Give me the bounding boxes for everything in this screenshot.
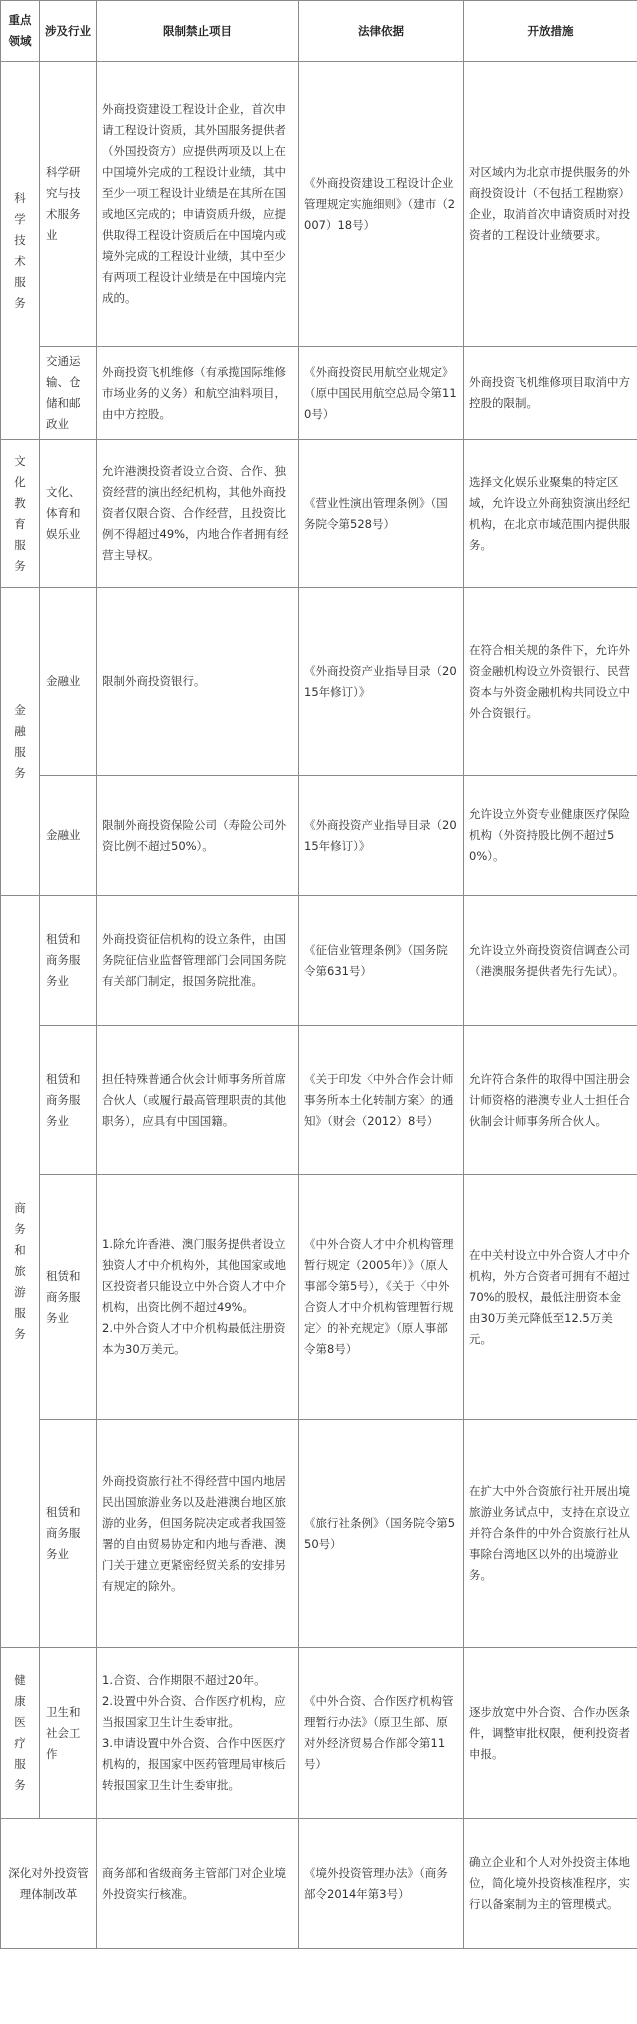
header-measure: 开放措施 [464, 1, 637, 62]
measure-cell: 允许设立外资专业健康医疗保险机构（外资持股比例不超过50%）。 [464, 776, 637, 896]
law-cell: 《营业性演出管理条例》（国务院令第528号） [299, 440, 464, 588]
table-row [1, 588, 637, 776]
items-cell: 1.除允许香港、澳门服务提供者设立独资人才中介机构外，其他国家或地区投资者只能设立中外合资人才中介机构，出资比例不超过49%。 2.中外合资人才中介机构最低注册资本为30万美元。 [97, 1175, 299, 1420]
header-law: 法律依据 [299, 1, 464, 62]
table-row [1, 1648, 637, 1819]
industry-cell: 租赁和商务服务业 [40, 1026, 97, 1175]
header-row [1, 1, 637, 62]
law-cell: 《外商投资建设工程设计企业管理规定实施细则》（建市（2007）18号） [299, 62, 464, 347]
law-cell: 《外商投资民用航空业规定》（原中国民用航空总局令第110号） [299, 347, 464, 440]
measure-cell: 在扩大中外合资旅行社开展出境旅游业务试点中，支持在京设立并符合条件的中外合资旅行社从事除台湾地区以外的出境游业务。 [464, 1420, 637, 1648]
industry-cell: 金融业 [40, 776, 97, 896]
table-row [1, 776, 637, 896]
law-cell: 《外商投资产业指导目录（2015年修订）》 [299, 588, 464, 776]
table-row [1, 62, 637, 347]
table-row [1, 440, 637, 588]
industry-cell: 交通运输、仓储和邮政业 [40, 347, 97, 440]
table-row [1, 1175, 637, 1420]
items-cell: 允许港澳投资者设立合资、合作、独资经营的演出经纪机构，其他外商投资者仅限合资、合作经营，且投资比例不得超过49%，内地合作者拥有经营主导权。 [97, 440, 299, 588]
merged-area-cell: 深化对外投资管理体制改革 [1, 1819, 97, 1949]
measure-cell: 确立企业和个人对外投资主体地位，简化境外投资核准程序，实行以备案制为主的管理模式。 [464, 1819, 637, 1949]
header-items: 限制禁止项目 [97, 1, 299, 62]
measure-cell: 对区域内为北京市提供服务的外商投资设计（不包括工程勘察）企业，取消首次申请资质时对投资者的工程设计业绩要求。 [464, 62, 637, 347]
industry-cell: 文化、体育和娱乐业 [40, 440, 97, 588]
items-cell: 外商投资飞机维修（有承揽国际维修市场业务的义务）和航空油料项目，由中方控股。 [97, 347, 299, 440]
law-cell: 《中外合资、合作医疗机构管理暂行办法》（原卫生部、原对外经济贸易合作部令第11号） [299, 1648, 464, 1819]
table-row [1, 347, 637, 440]
industry-cell: 卫生和社会工作 [40, 1648, 97, 1819]
items-cell: 外商投资征信机构的设立条件，由国务院征信业监督管理部门会同国务院有关部门制定，报国务院批准。 [97, 896, 299, 1026]
items-cell: 限制外商投资银行。 [97, 588, 299, 776]
area-cell: 科学技术服务 [1, 62, 40, 440]
industry-cell: 金融业 [40, 588, 97, 776]
industry-cell: 租赁和商务服务业 [40, 1175, 97, 1420]
area-cell: 文化教育服务 [1, 440, 40, 588]
law-cell: 《外商投资产业指导目录（2015年修订）》 [299, 776, 464, 896]
area-cell: 金融服务 [1, 588, 40, 896]
items-cell: 限制外商投资保险公司（寿险公司外资比例不超过50%）。 [97, 776, 299, 896]
industry-cell: 租赁和商务服务业 [40, 896, 97, 1026]
law-cell: 《中外合资人才中介机构管理暂行规定（2005年）》（原人事部令第5号），《关于〈中外合资人才中介机构管理暂行规定〉的补充规定》（原人事部令第8号） [299, 1175, 464, 1420]
measure-cell: 选择文化娱乐业聚集的特定区域，允许设立外商独资演出经纪机构，在北京市域范围内提供服务。 [464, 440, 637, 588]
table-row [1, 1819, 637, 1949]
law-cell: 《境外投资管理办法》（商务部令2014年第3号） [299, 1819, 464, 1949]
area-cell: 健康医疗服务 [1, 1648, 40, 1819]
measure-cell: 在中关村设立中外合资人才中介机构，外方合资者可拥有不超过70%的股权，最低注册资本金由30万美元降低至12.5万美元。 [464, 1175, 637, 1420]
header-area: 重点领域 [1, 1, 40, 62]
industry-cell: 租赁和商务服务业 [40, 1420, 97, 1648]
table-row [1, 1420, 637, 1648]
law-cell: 《征信业管理条例》（国务院令第631号） [299, 896, 464, 1026]
area-cell: 商务和旅游服务 [1, 896, 40, 1648]
measure-cell: 允许符合条件的取得中国注册会计师资格的港澳专业人士担任合伙制会计师事务所合伙人。 [464, 1026, 637, 1175]
measure-cell: 在符合相关规的条件下，允许外资金融机构设立外资银行、民营资本与外资金融机构共同设立中外合资银行。 [464, 588, 637, 776]
table-row [1, 1026, 637, 1175]
table-row [1, 896, 637, 1026]
measure-cell: 逐步放宽中外合资、合作办医条件，调整审批权限，便利投资者申报。 [464, 1648, 637, 1819]
items-cell: 商务部和省级商务主管部门对企业境外投资实行核准。 [97, 1819, 299, 1949]
items-cell: 担任特殊普通合伙会计师事务所首席合伙人（或履行最高管理职责的其他职务），应具有中国国籍。 [97, 1026, 299, 1175]
law-cell: 《关于印发〈中外合作会计师事务所本土化转制方案〉的通知》（财会（2012）8号） [299, 1026, 464, 1175]
items-cell: 外商投资旅行社不得经营中国内地居民出国旅游业务以及赴港澳台地区旅游的业务，但国务院决定或者我国签署的自由贸易协定和内地与香港、澳门关于建立更紧密经贸关系的安排另有规定的除外。 [97, 1420, 299, 1648]
measure-cell: 外商投资飞机维修项目取消中方控股的限制。 [464, 347, 637, 440]
industry-cell: 科学研究与技术服务业 [40, 62, 97, 347]
items-cell: 1.合资、合作期限不超过20年。 2.设置中外合资、合作医疗机构，应当报国家卫生计生委审批。 3.申请设置中外合资、合作中医医疗机构的，报国家中医药管理局审核后转报国家卫生计生委审批。 [97, 1648, 299, 1819]
law-cell: 《旅行社条例》（国务院令第550号） [299, 1420, 464, 1648]
header-industry: 涉及行业 [40, 1, 97, 62]
items-cell: 外商投资建设工程设计企业，首次申请工程设计资质，其外国服务提供者（外国投资方）应提供两项及以上在中国境外完成的工程设计业绩，其中至少一项工程设计业绩是在其所在国或地区完成的；申请资质升级，应提供取得工程设计资质后在中国境内或境外完成的工程设计业绩，其中至少有两项工程设计业绩是在中国境内完成的。 [97, 62, 299, 347]
measure-cell: 允许设立外商投资资信调查公司（港澳服务提供者先行先试）。 [464, 896, 637, 1026]
